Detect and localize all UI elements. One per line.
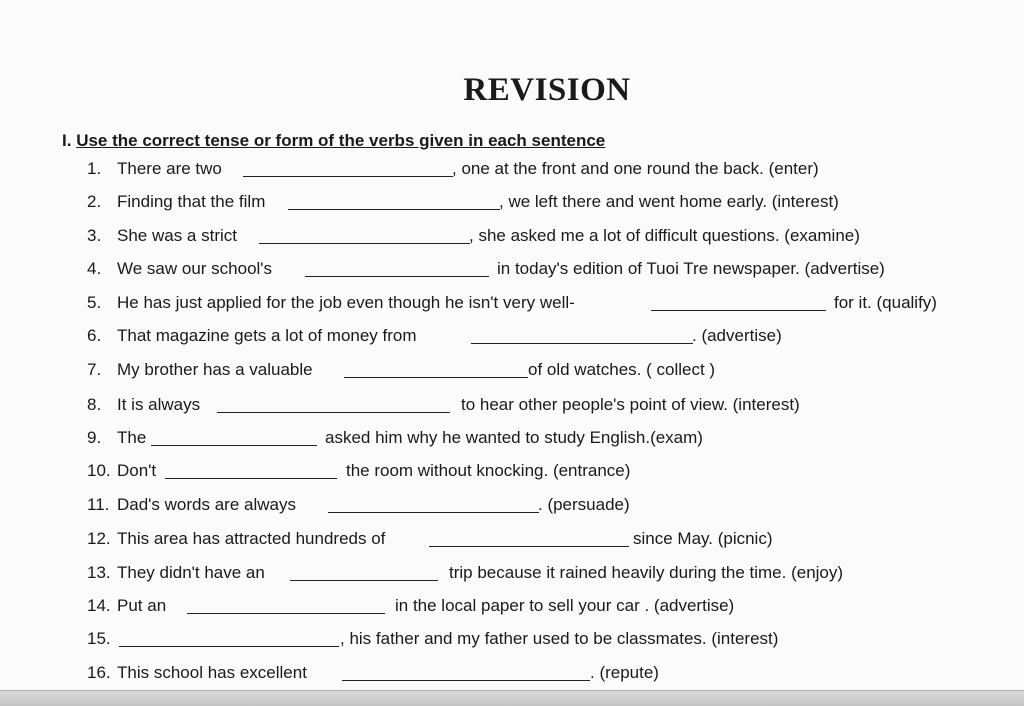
question-text-after: . (repute) [590,663,659,682]
question-text-before: We saw our school's [117,259,273,278]
question-number: 1. [87,159,102,178]
question-number: 11. [87,495,110,514]
section-instruction: Use the correct tense or form of the verbs given in each sentence [76,131,606,150]
section-heading [62,131,605,151]
question-number: 2. [87,192,102,211]
question-item [0,257,1024,281]
question-number: 7. [87,360,102,379]
answer-blank [471,343,693,344]
question-text-after: the room without knocking. (entrance) [346,461,631,480]
question-text-after: trip because it rained heavily during the time. (enjoy) [449,563,844,582]
question-item [0,561,1024,585]
question-item [0,358,1024,382]
answer-blank [187,613,385,614]
answer-blank [217,412,450,413]
question-item [0,459,1024,483]
question-text-after: for it. (qualify) [834,293,937,312]
bottom-scroll-bar [0,690,1024,706]
question-text-before: This school has excellent [117,663,307,682]
question-number: 6. [87,326,102,345]
question-number: 13. [87,563,111,582]
answer-blank [288,209,500,210]
answer-blank [243,176,453,177]
question-text-before: This area has attracted hundreds of [117,529,386,548]
answer-blank [429,546,629,547]
answer-blank [651,310,826,311]
question-text-after: since May. (picnic) [633,529,773,548]
answer-blank [119,646,339,647]
question-text-after: in the local paper to sell your car . (advertise) [395,596,735,615]
question-text-before: She was a strict [117,226,237,245]
section-marker: I. [62,131,72,150]
page-title: REVISION [463,72,631,108]
question-text-before: There are two [117,159,222,178]
question-number: 4. [87,259,102,278]
question-text-before: That magazine gets a lot of money from [117,326,417,345]
question-item [0,291,1024,315]
question-text-before: My brother has a valuable [117,360,313,379]
question-text-before: They didn't have an [117,563,265,582]
answer-blank [151,445,317,446]
question-number: 14. [87,596,111,615]
question-number: 16. [87,663,111,682]
question-item [0,426,1024,450]
answer-blank [342,680,590,681]
question-item [0,527,1024,551]
question-item [0,324,1024,348]
question-item [0,594,1024,618]
question-text-after: , his father and my father used to be classmates. (interest) [340,629,779,648]
question-text-before: Dad's words are always [117,495,296,514]
question-item [0,190,1024,214]
question-item [0,393,1024,417]
question-item [0,661,1024,685]
answer-blank [344,377,528,378]
question-number: 15. [87,629,111,648]
question-item [0,627,1024,651]
question-number: 8. [87,395,102,414]
answer-blank [305,276,489,277]
question-text-before: The [117,428,147,447]
question-text-before: Put an [117,596,167,615]
answer-blank [328,512,539,513]
question-text-after: , we left there and went home early. (interest) [499,192,839,211]
question-text-before: Finding that the film [117,192,266,211]
question-text-after: asked him why he wanted to study English.(exam) [325,428,703,447]
question-number: 5. [87,293,102,312]
question-text-after: , one at the front and one round the back. (enter) [452,159,819,178]
question-text-after: . (advertise) [692,326,782,345]
question-text-after: of old watches. ( collect ) [528,360,716,379]
question-item [0,224,1024,248]
question-number: 3. [87,226,102,245]
question-text-after: , she asked me a lot of difficult questions. (examine) [469,226,860,245]
question-number: 12. [87,529,111,548]
question-number: 10. [87,461,111,480]
question-item [0,493,1024,517]
answer-blank [290,580,438,581]
question-text-after: to hear other people's point of view. (interest) [461,395,800,414]
question-text-after: in today's edition of Tuoi Tre newspaper. (advertise) [497,259,885,278]
question-text-before: Don't [117,461,157,480]
question-item [0,157,1024,181]
question-text-before: He has just applied for the job even though he isn't very well- [117,293,575,312]
question-text-before: It is always [117,395,201,414]
question-text-after: . (persuade) [538,495,630,514]
answer-blank [259,243,470,244]
answer-blank [165,478,337,479]
question-number: 9. [87,428,102,447]
